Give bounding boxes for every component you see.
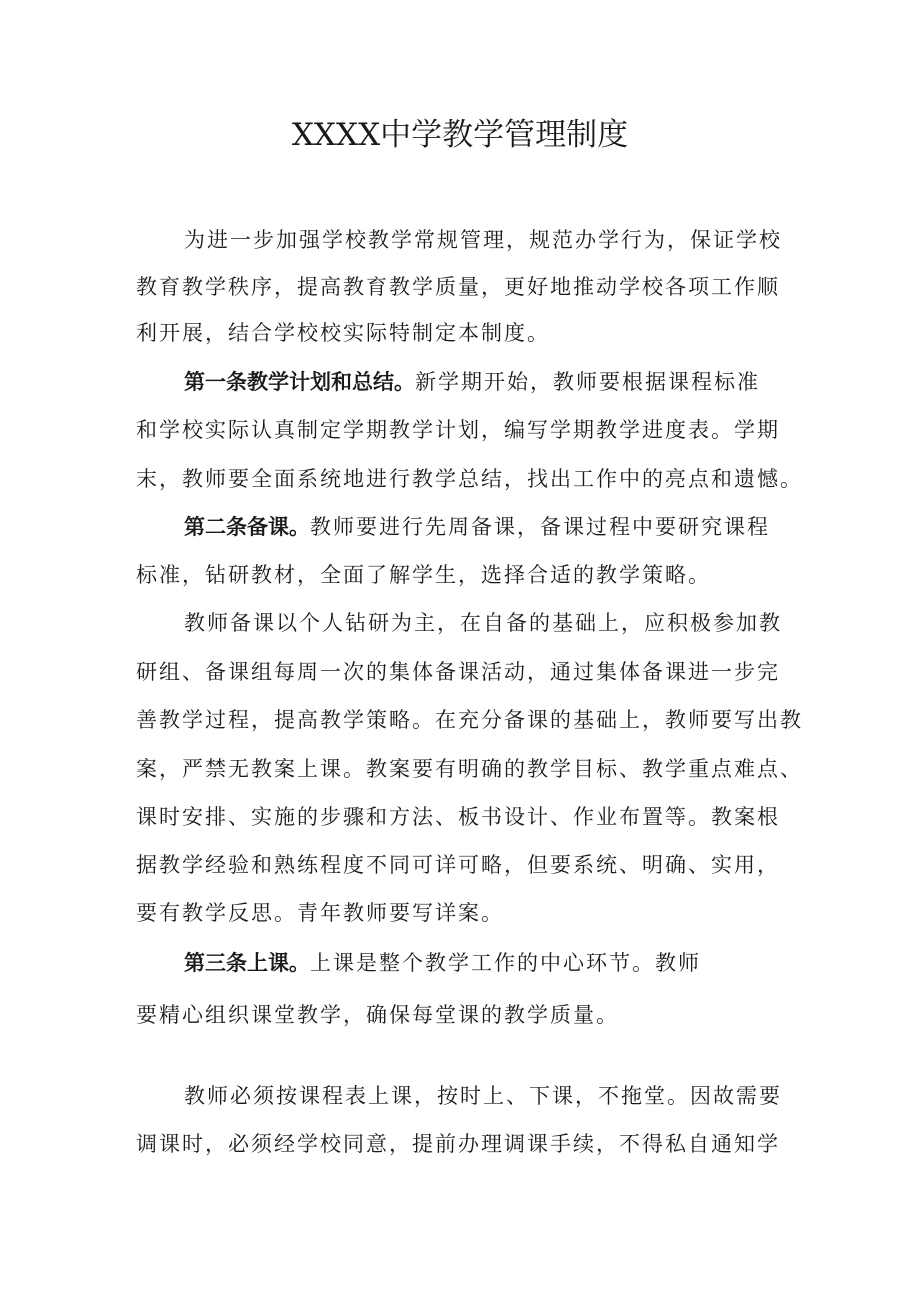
article-3-para-2-line-1: 教师必须按课程表上课，按时上、下课，不拖堂。因故需要 <box>184 1084 782 1108</box>
article-3-first-line <box>184 943 701 983</box>
article-3-heading: 第三条上课。 <box>184 951 310 975</box>
article-2-para-2-line-2: 研组、备课组每周一次的集体备课活动，通过集体备课进一步完 <box>136 660 780 684</box>
document-title: XXXX中学教学管理制度 <box>291 117 629 153</box>
article-3-para-2-line-2: 调课时，必须经学校同意，提前办理调课手续，不得私自通知学 <box>136 1132 780 1156</box>
article-2-para-2-line-4: 案，严禁无教案上课。教案要有明确的教学目标、教学重点难点、 <box>136 757 803 781</box>
intro-line-1: 为进一步加强学校教学常规管理，规范办学行为，保证学校 <box>184 228 782 252</box>
article-2-para-2-line-7: 要有教学反思。青年教师要写详案。 <box>136 901 504 925</box>
article-2-para-2-line-5: 课时安排、实施的步骤和方法、板书设计、作业布置等。教案根 <box>136 805 780 829</box>
article-2-para-2-line-3: 善教学过程，提高教学策略。在充分备课的基础上，教师要写出教 <box>136 708 803 732</box>
intro-line-2: 教育教学秩序，提高教育教学质量，更好地推动学校各项工作顺 <box>136 275 780 299</box>
article-2-line-2: 标准，钻研教材，全面了解学生，选择合适的教学策略。 <box>136 563 711 587</box>
article-1-line-1: 新学期开始，教师要根据课程标准 <box>415 370 760 394</box>
article-2-heading: 第二条备课。 <box>184 515 310 539</box>
article-1-first-line <box>184 362 760 402</box>
article-2-first-line <box>184 507 770 547</box>
article-2-para-2-line-1: 教师备课以个人钻研为主，在自备的基础上，应积极参加教 <box>184 611 782 635</box>
article-3-line-1: 上课是整个教学工作的中心环节。教师 <box>310 951 701 975</box>
article-2-line-1: 教师要进行先周备课，备课过程中要研究课程 <box>310 515 770 539</box>
article-2-para-2-line-6: 据教学经验和熟练程度不同可详可略，但要系统、明确、实用， <box>136 853 780 877</box>
article-1-line-3: 末，教师要全面系统地进行教学总结，找出工作中的亮点和遗憾。 <box>136 467 803 491</box>
article-1-heading: 第一条教学计划和总结。 <box>184 370 415 394</box>
intro-line-3: 利开展，结合学校校实际特制定本制度。 <box>136 321 550 345</box>
article-3-line-2: 要精心组织课堂教学，确保每堂课的教学质量。 <box>136 1003 619 1027</box>
article-1-line-2: 和学校实际认真制定学期教学计划，编写学期教学进度表。学期 <box>136 418 780 442</box>
